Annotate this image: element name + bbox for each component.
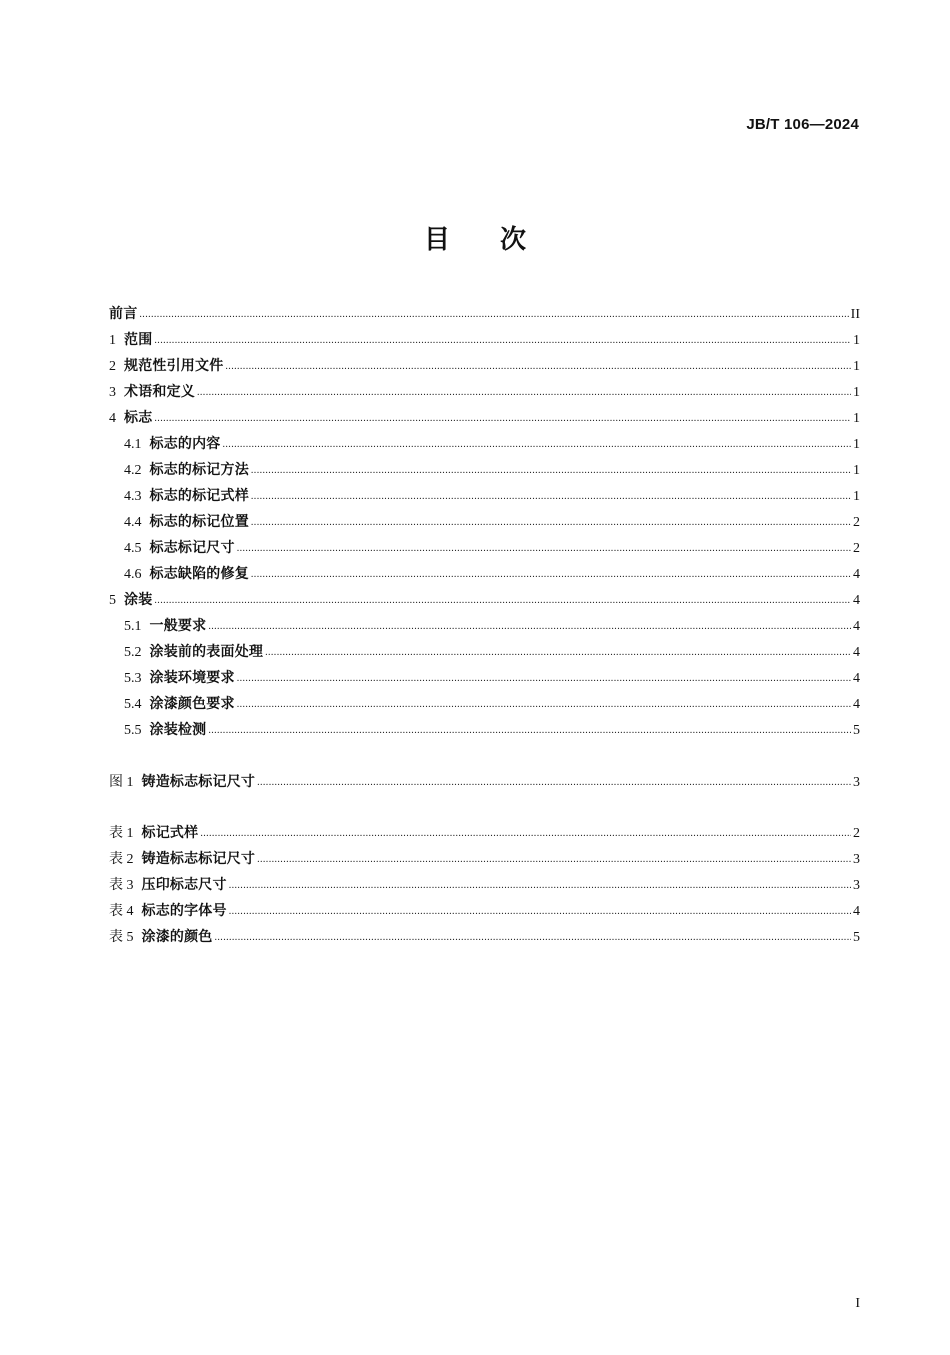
figure-page-number: 3	[853, 774, 860, 790]
dot-leader	[257, 770, 851, 796]
section-number: 1	[109, 333, 116, 348]
figure-entry[interactable]	[109, 769, 860, 795]
dot-leader	[208, 614, 851, 640]
table-entry[interactable]	[109, 872, 860, 898]
table-title: 涂漆的颜色	[141, 929, 213, 945]
section-title: 标志标记尺寸	[149, 540, 235, 556]
section-title: 一般要求	[149, 618, 207, 634]
section-title: 涂漆颜色要求	[149, 696, 235, 712]
figure-title: 铸造标志标记尺寸	[141, 773, 256, 790]
table-page-number: 2	[853, 826, 860, 841]
section-number: 5.1	[124, 619, 142, 634]
section-title: 标志的标记式样	[149, 488, 249, 504]
section-number: 4.4	[124, 515, 142, 530]
dot-leader	[237, 666, 851, 692]
section-page-number: 1	[853, 333, 860, 348]
section-page-number: 2	[853, 515, 860, 530]
dot-leader	[257, 847, 851, 873]
section-number: 5.5	[124, 723, 142, 738]
dot-leader	[139, 302, 848, 328]
dot-leader	[229, 873, 851, 899]
section-page-number: 1	[853, 489, 860, 504]
section-title: 标志的标记位置	[149, 514, 249, 530]
section-entry[interactable]	[109, 665, 860, 691]
document-number: JB/T 106—2024	[746, 116, 859, 133]
section-number: 4.3	[124, 489, 142, 504]
dot-leader	[225, 354, 851, 380]
table-title: 铸造标志标记尺寸	[141, 851, 256, 867]
table-entry[interactable]	[109, 820, 860, 846]
section-page-number: 1	[853, 437, 860, 452]
section-entry[interactable]	[109, 717, 860, 743]
dot-leader	[229, 899, 851, 925]
section-entry[interactable]	[109, 639, 860, 665]
section-entry[interactable]	[109, 587, 860, 613]
section-entry[interactable]	[109, 613, 860, 639]
section-number: 3	[109, 385, 116, 400]
section-page-number: 2	[853, 541, 860, 556]
table-of-contents	[109, 301, 860, 950]
table-title: 压印标志尺寸	[141, 877, 227, 893]
table-number: 表 4	[109, 904, 134, 919]
section-entry[interactable]	[109, 457, 860, 483]
section-number: 5.4	[124, 697, 142, 712]
section-entry[interactable]	[109, 691, 860, 717]
section-title: 标志的标记方法	[149, 462, 249, 478]
section-number: 2	[109, 359, 116, 374]
dot-leader	[154, 328, 851, 354]
section-entry[interactable]	[109, 327, 860, 353]
dot-leader	[251, 458, 851, 484]
section-number: 4	[109, 411, 116, 426]
section-page-number: 4	[853, 645, 860, 660]
dot-leader	[223, 432, 852, 458]
section-number: 5.3	[124, 671, 142, 686]
section-number: 5	[109, 593, 116, 608]
dot-leader	[197, 380, 851, 406]
section-entry[interactable]	[109, 353, 860, 379]
section-title: 涂装	[124, 592, 153, 608]
section-title: 标志	[124, 410, 153, 426]
section-entry[interactable]	[109, 431, 860, 457]
dot-leader	[215, 925, 852, 951]
table-page-number: 4	[853, 904, 860, 919]
section-number: 4.1	[124, 437, 142, 452]
table-entry[interactable]	[109, 846, 860, 872]
dot-leader	[265, 640, 851, 666]
section-page-number: 4	[853, 619, 860, 634]
page-title: 目次	[423, 225, 576, 255]
section-page-number: 1	[853, 411, 860, 426]
section-entry[interactable]	[109, 301, 860, 327]
section-entry[interactable]	[109, 535, 860, 561]
section-number: 4.2	[124, 463, 142, 478]
section-entry[interactable]	[109, 561, 860, 587]
table-number: 表 5	[109, 930, 134, 945]
table-number: 表 1	[109, 826, 134, 841]
table-number: 表 2	[109, 852, 134, 867]
toc-tables	[109, 820, 860, 950]
dot-leader	[154, 588, 851, 614]
table-entry[interactable]	[109, 898, 860, 924]
section-entry[interactable]	[109, 509, 860, 535]
dot-leader	[154, 406, 851, 432]
toc-sections	[109, 301, 860, 743]
table-entry[interactable]	[109, 924, 860, 950]
dot-leader	[237, 692, 851, 718]
dot-leader	[251, 510, 851, 536]
dot-leader	[251, 484, 851, 510]
section-title: 前言	[109, 306, 138, 322]
section-title: 涂装环境要求	[149, 670, 235, 686]
section-title: 标志缺陷的修复	[149, 566, 249, 582]
section-page-number: 1	[853, 359, 860, 374]
table-title: 标志的字体号	[141, 903, 227, 919]
table-page-number: 5	[853, 930, 860, 945]
section-number: 5.2	[124, 645, 142, 660]
table-page-number: 3	[853, 852, 860, 867]
section-page-number: 1	[853, 463, 860, 478]
section-title: 术语和定义	[124, 384, 195, 400]
dot-leader	[200, 821, 851, 847]
toc-figures	[109, 769, 860, 795]
section-number: 4.5	[124, 541, 142, 556]
section-page-number: 1	[853, 385, 860, 400]
section-entry[interactable]	[109, 379, 860, 405]
dot-leader	[208, 718, 851, 744]
section-title: 涂装前的表面处理	[149, 644, 264, 660]
table-page-number: 3	[853, 878, 860, 893]
section-title: 涂装检测	[149, 722, 207, 738]
figure-number: 图 1	[109, 774, 134, 790]
section-page-number: 4	[853, 593, 860, 608]
section-number: 4.6	[124, 567, 142, 582]
section-entry[interactable]	[109, 483, 860, 509]
section-page-number: 4	[853, 567, 860, 582]
dot-leader	[237, 536, 851, 562]
section-page-number: 5	[853, 723, 860, 738]
section-page-number: 4	[853, 671, 860, 686]
dot-leader	[251, 562, 851, 588]
section-page-number: II	[850, 307, 860, 322]
page-number: I	[855, 1296, 860, 1311]
section-title: 标志的内容	[149, 436, 221, 452]
table-number: 表 3	[109, 878, 134, 893]
section-title: 范围	[124, 332, 153, 348]
section-entry[interactable]	[109, 405, 860, 431]
section-title: 规范性引用文件	[124, 358, 224, 374]
table-title: 标记式样	[141, 825, 199, 841]
section-page-number: 4	[853, 697, 860, 712]
